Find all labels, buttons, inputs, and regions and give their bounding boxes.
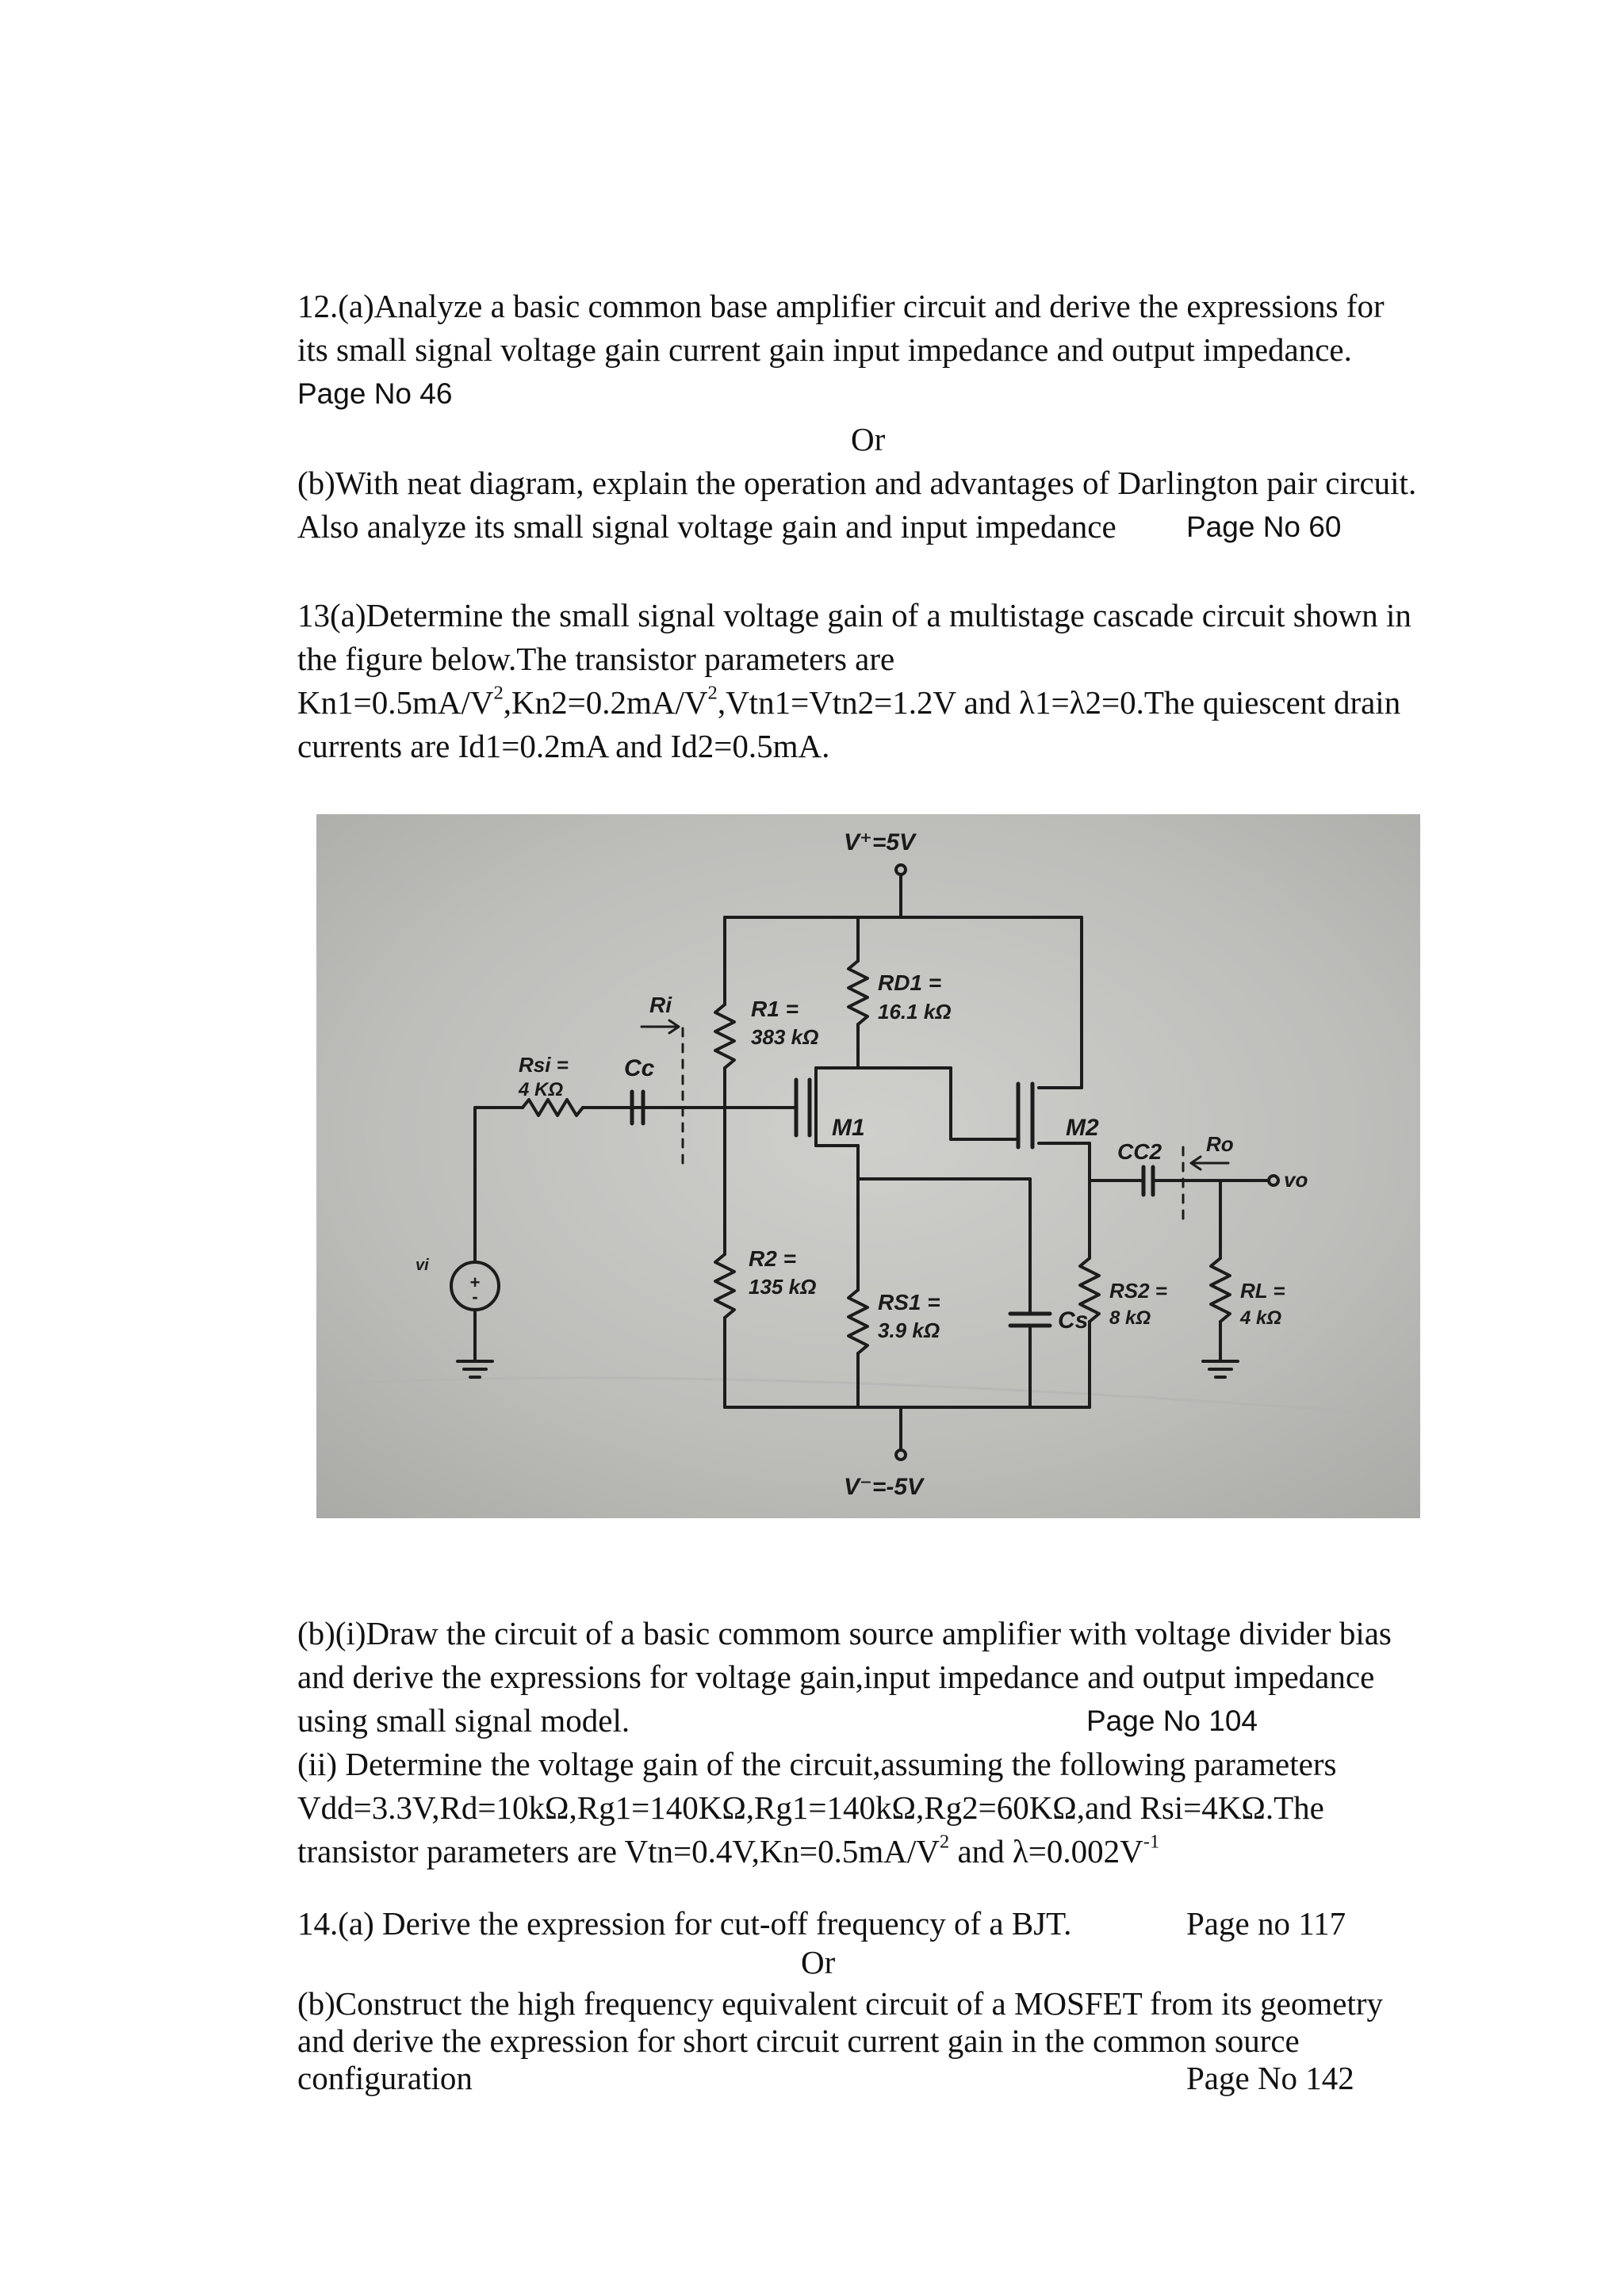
label-r1: R1 = — [751, 997, 799, 1021]
label-cs: Cs — [1058, 1307, 1089, 1334]
q13a-line-1: 13(a)Determine the small signal voltage gain of a multistage cascade circuit shown in — [297, 597, 1411, 633]
label-vi: vi — [416, 1257, 429, 1274]
q12a-line-1: 12.(a)Analyze a basic common base amplifier circuit and derive the expressions for — [297, 288, 1385, 324]
q12b-page-ref: Page No 60 — [1186, 511, 1342, 543]
label-rsi: Rsi = — [519, 1053, 569, 1077]
q13b-line-5: Vdd=3.3V,Rd=10kΩ,Rg1=140KΩ,Rg1=140kΩ,Rg2=60KΩ,and Rsi=4KΩ.The — [297, 1789, 1324, 1826]
label-rs1-value: 3.9 kΩ — [878, 1318, 940, 1342]
label-r2-value: 135 kΩ — [749, 1275, 817, 1299]
q13b-line-1: (b)(i)Draw the circuit of a basic commom source amplifier with voltage divider bias — [297, 1615, 1392, 1651]
q12-or: Or — [851, 421, 886, 457]
label-cc: Cc — [624, 1055, 655, 1081]
label-vo: vo — [1284, 1168, 1308, 1192]
q12a-page-ref: Page No 46 — [297, 377, 453, 410]
label-ri: Ri — [649, 993, 672, 1017]
svg-text:+: + — [469, 1272, 481, 1292]
q14-or: Or — [801, 1944, 836, 1980]
label-m1: M1 — [832, 1115, 865, 1141]
q13b-line-4: (ii) Determine the voltage gain of the circuit,assuming the following parameters — [297, 1746, 1337, 1782]
q13b-line-6: transistor parameters are $Vtn=0.4V,Kn=0.5mA/V^2$ and $\lambda=0.002V^{-1}$ — [297, 1831, 1160, 1869]
q12b-line-2: Also analyze its small signal voltage gain and input impedance — [297, 508, 1116, 545]
q13b-line-3: using small signal model. — [297, 1702, 630, 1739]
q14b-page-ref: Page No 142 — [1186, 2060, 1354, 2096]
q13b-page-ref: Page No 104 — [1086, 1705, 1258, 1737]
label-rd1-value: 16.1 kΩ — [878, 1000, 952, 1024]
label-rsi-value: 4 KΩ — [519, 1079, 564, 1100]
label-ro: Ro — [1206, 1132, 1234, 1156]
q14a-line-1: 14.(a) Derive the expression for cut-off frequency of a BJT. — [297, 1905, 1072, 1942]
label-m2: M2 — [1066, 1115, 1099, 1141]
label-rl: RL = — [1240, 1279, 1285, 1303]
label-rs2-value: 8 kΩ — [1109, 1307, 1151, 1329]
svg-text:-: - — [472, 1287, 478, 1307]
label-rl-value: 4 kΩ — [1240, 1307, 1282, 1329]
q14b-line-3: configuration — [297, 2060, 473, 2096]
q13a-line-2: the figure below.The transistor parameters are — [297, 641, 895, 677]
label-vplus: V⁺=5V — [844, 829, 916, 855]
q14b-line-2: and derive the expression for short circuit current gain in the common source — [297, 2022, 1300, 2059]
q12a-line-2: its small signal voltage gain current gain input impedance and output impedance. — [297, 331, 1352, 368]
q14b-line-1: (b)Construct the high frequency equivalent circuit of a MOSFET from its geometry — [297, 1985, 1383, 2022]
q13b-line-2: and derive the expressions for voltage gain,input impedance and output impedance — [297, 1659, 1375, 1695]
label-rs2: RS2 = — [1109, 1279, 1167, 1303]
q13a-line-4: currents are Id1=0.2mA and Id2=0.5mA. — [297, 728, 830, 764]
circuit-figure — [316, 814, 1420, 1518]
label-vminus: V⁻=-5V — [844, 1474, 924, 1500]
label-rd1: RD1 = — [878, 970, 942, 995]
q13a-line-3: $Kn1=0.5mA/V^2,Kn2=0.2mA/V^2,Vtn1=Vtn2=1.2V$ and λ1=λ2=0.The quiescent drain — [297, 682, 1401, 721]
label-rs1: RS1 = — [878, 1290, 940, 1314]
label-r1-value: 383 kΩ — [751, 1025, 819, 1049]
q14a-page-ref: Page no 117 — [1186, 1905, 1346, 1942]
q12b-line-1: (b)With neat diagram, explain the operation and advantages of Darlington pair circuit. — [297, 465, 1417, 501]
label-r2: R2 = — [749, 1246, 796, 1271]
label-cc2: CC2 — [1117, 1139, 1162, 1164]
